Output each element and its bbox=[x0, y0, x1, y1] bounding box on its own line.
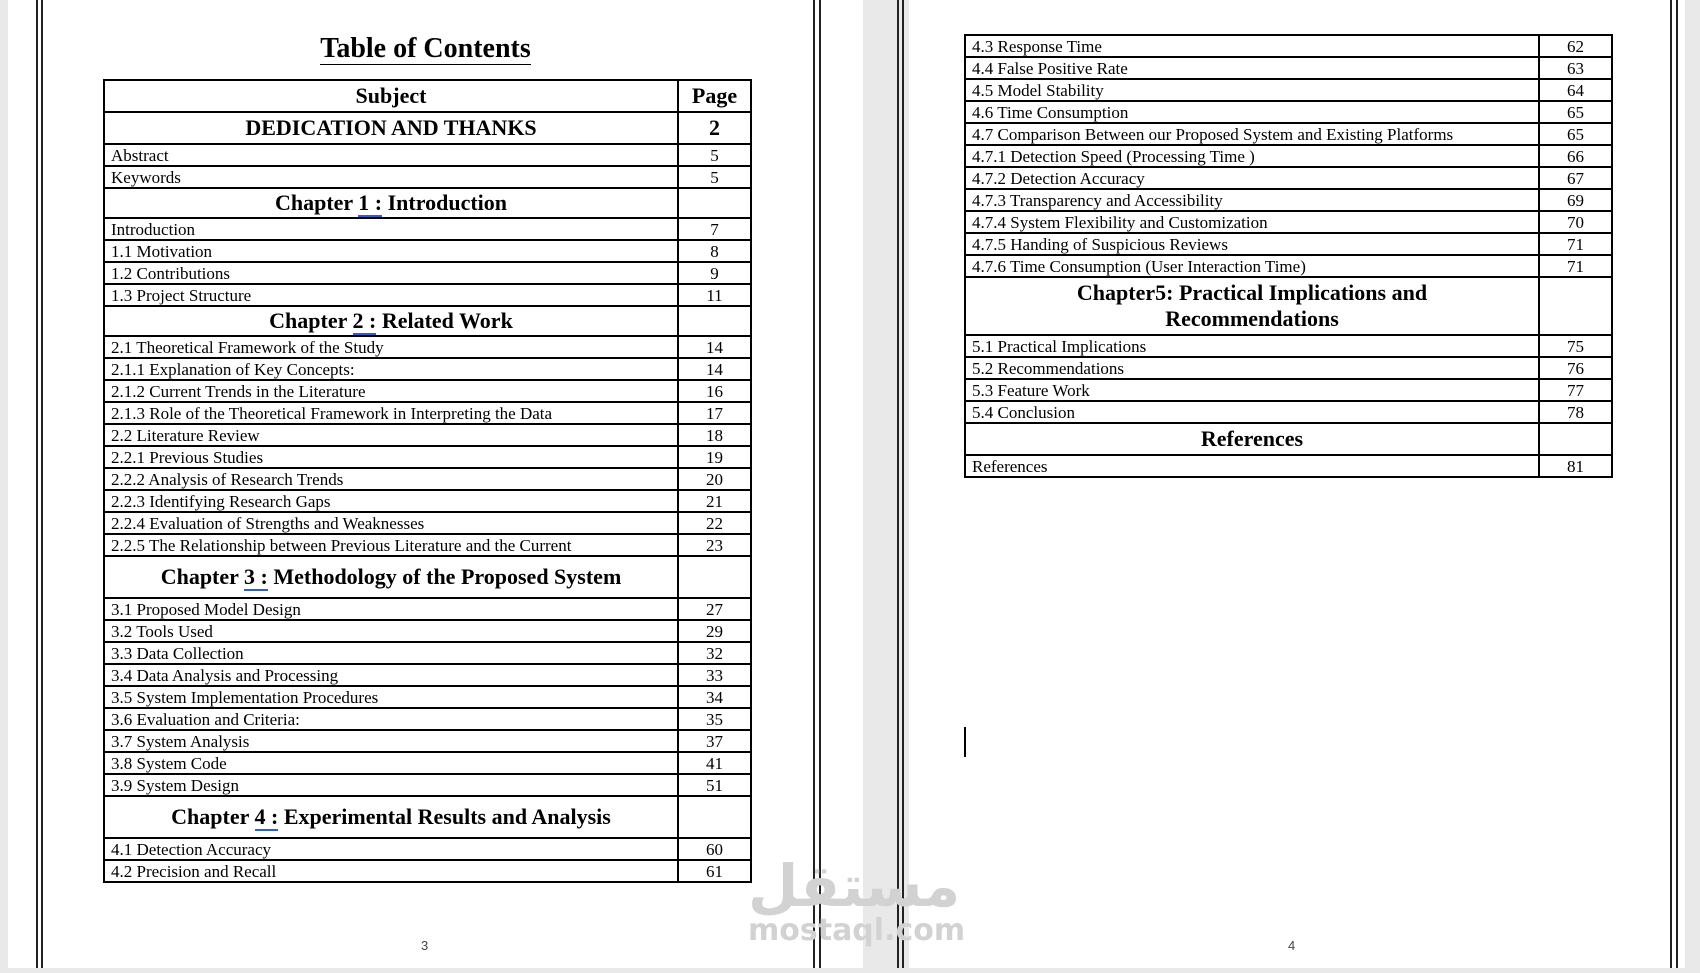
page-4-right-rule bbox=[1670, 0, 1672, 973]
toc-entry-title: Keywords bbox=[104, 166, 678, 188]
toc-entry-page: 37 bbox=[678, 730, 751, 752]
toc-entry-page: 51 bbox=[678, 774, 751, 796]
toc-header-row bbox=[104, 80, 751, 112]
chapter-title-line-2: Recommendations bbox=[1165, 306, 1339, 331]
chapter-name: Methodology of the Proposed System bbox=[267, 564, 622, 589]
toc-entry-title: 2.2 Literature Review bbox=[104, 424, 678, 446]
toc-entry-page: 17 bbox=[678, 402, 751, 424]
toc-entry-page: 32 bbox=[678, 642, 751, 664]
toc-entry-title: 4.7.3 Transparency and Accessibility bbox=[965, 189, 1539, 211]
toc-row bbox=[104, 512, 751, 534]
toc-row bbox=[965, 189, 1612, 211]
toc-entry-title: 2.1.3 Role of the Theoretical Framework in Interpreting the Data bbox=[104, 402, 678, 424]
toc-entry-title: 4.2 Precision and Recall bbox=[104, 860, 678, 882]
page-3-right-rule-inner bbox=[819, 0, 821, 973]
toc-row bbox=[104, 166, 751, 188]
toc-entry-page: 29 bbox=[678, 620, 751, 642]
toc-entry-page: 33 bbox=[678, 664, 751, 686]
toc-entry-title: 1.2 Contributions bbox=[104, 262, 678, 284]
page-number-left: 3 bbox=[421, 938, 429, 953]
toc-table-right bbox=[964, 34, 1613, 478]
toc-chapter-page bbox=[678, 796, 751, 838]
chapter-name: Related Work bbox=[376, 308, 513, 333]
toc-row bbox=[965, 101, 1612, 123]
toc-row bbox=[104, 262, 751, 284]
toc-entry-page: 35 bbox=[678, 708, 751, 730]
toc-table-left bbox=[103, 79, 752, 883]
toc-entry-page: 62 bbox=[1539, 35, 1612, 57]
toc-entry-title: 5.1 Practical Implications bbox=[965, 335, 1539, 357]
toc-entry-title: 4.5 Model Stability bbox=[965, 79, 1539, 101]
toc-row bbox=[104, 730, 751, 752]
toc-entry-title: 4.7.4 System Flexibility and Customization bbox=[965, 211, 1539, 233]
toc-chapter-page bbox=[678, 188, 751, 218]
toc-entry-page: 20 bbox=[678, 468, 751, 490]
toc-row bbox=[104, 642, 751, 664]
toc-chapter-title bbox=[104, 188, 678, 218]
toc-entry-page: 9 bbox=[678, 262, 751, 284]
toc-entry-title: 3.6 Evaluation and Criteria: bbox=[104, 708, 678, 730]
toc-row bbox=[104, 598, 751, 620]
toc-entry-title: 2.1.2 Current Trends in the Literature bbox=[104, 380, 678, 402]
chapter-title-line-1: Chapter5: Practical Implications and bbox=[1076, 280, 1428, 305]
left-gutter bbox=[0, 0, 8, 973]
toc-entry-title: 4.7.6 Time Consumption (User Interaction Time) bbox=[965, 255, 1539, 277]
toc-row bbox=[965, 211, 1612, 233]
toc-row bbox=[965, 233, 1612, 255]
toc-row bbox=[104, 336, 751, 358]
toc-entry-page: 76 bbox=[1539, 357, 1612, 379]
toc-row bbox=[104, 284, 751, 306]
toc-entry-page: 81 bbox=[1539, 455, 1612, 477]
page-number-right: 4 bbox=[1288, 938, 1296, 953]
toc-row bbox=[965, 145, 1612, 167]
toc-entry-title: 3.3 Data Collection bbox=[104, 642, 678, 664]
toc-entry-title: 4.7.2 Detection Accuracy bbox=[965, 167, 1539, 189]
toc-entry-page: 14 bbox=[678, 336, 751, 358]
toc-entry-page: 11 bbox=[678, 284, 751, 306]
toc-entry-page: 71 bbox=[1539, 255, 1612, 277]
page-3-left-rule bbox=[36, 0, 38, 973]
toc-section-page: 2 bbox=[678, 112, 751, 144]
toc-entry-page: 19 bbox=[678, 446, 751, 468]
toc-section-title: DEDICATION AND THANKS bbox=[104, 112, 678, 144]
toc-entry-page: 16 bbox=[678, 380, 751, 402]
watermark bbox=[748, 852, 966, 948]
page-3-left-rule-inner bbox=[41, 0, 43, 973]
toc-chapter-title bbox=[965, 277, 1539, 335]
toc-chapter-heading bbox=[104, 306, 751, 336]
toc-row bbox=[104, 490, 751, 512]
toc-entry-page: 5 bbox=[678, 144, 751, 166]
toc-row bbox=[104, 664, 751, 686]
watermark-latin: mostaql.com bbox=[748, 913, 966, 948]
toc-row bbox=[104, 218, 751, 240]
toc-entry-page: 23 bbox=[678, 534, 751, 556]
toc-row bbox=[965, 455, 1612, 477]
toc-entry-title: 3.8 System Code bbox=[104, 752, 678, 774]
toc-entry-page: 66 bbox=[1539, 145, 1612, 167]
toc-chapter-heading bbox=[965, 277, 1612, 335]
toc-row bbox=[104, 686, 751, 708]
toc-row bbox=[965, 35, 1612, 57]
chapter-prefix: Chapter bbox=[160, 564, 245, 589]
toc-entry-title: 3.4 Data Analysis and Processing bbox=[104, 664, 678, 686]
chapter-number: 4 : bbox=[254, 804, 279, 829]
toc-entry-page: 69 bbox=[1539, 189, 1612, 211]
toc-entry-page: 21 bbox=[678, 490, 751, 512]
toc-entry-title: 3.5 System Implementation Procedures bbox=[104, 686, 678, 708]
toc-entry-title: 3.1 Proposed Model Design bbox=[104, 598, 678, 620]
toc-chapter-title bbox=[104, 796, 678, 838]
toc-entry-title: 3.9 System Design bbox=[104, 774, 678, 796]
bottom-bar bbox=[0, 968, 1700, 973]
toc-row bbox=[965, 335, 1612, 357]
toc-entry-title: 4.6 Time Consumption bbox=[965, 101, 1539, 123]
toc-entry-page: 7 bbox=[678, 218, 751, 240]
toc-entry-page: 22 bbox=[678, 512, 751, 534]
chapter-number: 1 : bbox=[358, 190, 383, 215]
toc-entry-title: 5.4 Conclusion bbox=[965, 401, 1539, 423]
page-4-left-rule-inner bbox=[902, 0, 904, 973]
page-4-left-rule bbox=[897, 0, 899, 973]
toc-entry-title: 4.7.1 Detection Speed (Processing Time ) bbox=[965, 145, 1539, 167]
toc-row bbox=[104, 752, 751, 774]
toc-entry-title: Abstract bbox=[104, 144, 678, 166]
toc-row bbox=[104, 446, 751, 468]
toc-entry-title: 1.1 Motivation bbox=[104, 240, 678, 262]
toc-row bbox=[965, 379, 1612, 401]
toc-entry-title: 2.2.4 Evaluation of Strengths and Weaknesses bbox=[104, 512, 678, 534]
toc-row bbox=[104, 620, 751, 642]
text-cursor bbox=[964, 727, 966, 757]
toc-entry-title: Introduction bbox=[104, 218, 678, 240]
page-3-right-rule bbox=[813, 0, 815, 973]
toc-chapter-heading bbox=[104, 188, 751, 218]
toc-entry-page: 34 bbox=[678, 686, 751, 708]
toc-row bbox=[104, 144, 751, 166]
toc-entry-title: 4.3 Response Time bbox=[965, 35, 1539, 57]
chapter-prefix: Chapter bbox=[269, 308, 353, 333]
toc-entry-title: 2.2.2 Analysis of Research Trends bbox=[104, 468, 678, 490]
toc-entry-page: 63 bbox=[1539, 57, 1612, 79]
toc-entry-page: 75 bbox=[1539, 335, 1612, 357]
toc-entry-title: References bbox=[965, 455, 1539, 477]
toc-chapter-title bbox=[104, 306, 678, 336]
toc-row bbox=[965, 255, 1612, 277]
toc-chapter-heading bbox=[104, 796, 751, 838]
chapter-number: 3 : bbox=[244, 564, 268, 589]
toc-row bbox=[104, 380, 751, 402]
toc-entry-page: 8 bbox=[678, 240, 751, 262]
page-4-right-rule-inner bbox=[1676, 0, 1678, 973]
toc-entry-page: 18 bbox=[678, 424, 751, 446]
toc-entry-title: 5.3 Feature Work bbox=[965, 379, 1539, 401]
toc-section-page bbox=[1539, 423, 1612, 455]
toc-row bbox=[104, 240, 751, 262]
toc-row bbox=[104, 424, 751, 446]
toc-row bbox=[104, 860, 751, 882]
toc-row bbox=[104, 838, 751, 860]
toc-row bbox=[965, 167, 1612, 189]
toc-row bbox=[104, 402, 751, 424]
watermark-arabic: مستقل bbox=[748, 852, 961, 920]
chapter-number: 2 : bbox=[352, 308, 377, 333]
toc-entry-page: 77 bbox=[1539, 379, 1612, 401]
toc-chapter-title bbox=[104, 556, 678, 598]
toc-row bbox=[104, 534, 751, 556]
toc-entry-title: 4.7 Comparison Between our Proposed System and Existing Platforms bbox=[965, 123, 1539, 145]
toc-entry-title: 3.2 Tools Used bbox=[104, 620, 678, 642]
toc-entry-page: 64 bbox=[1539, 79, 1612, 101]
toc-entry-title: 4.4 False Positive Rate bbox=[965, 57, 1539, 79]
toc-entry-page: 65 bbox=[1539, 123, 1612, 145]
toc-entry-title: 4.7.5 Handing of Suspicious Reviews bbox=[965, 233, 1539, 255]
toc-row bbox=[965, 79, 1612, 101]
toc-entry-page: 27 bbox=[678, 598, 751, 620]
toc-row bbox=[965, 57, 1612, 79]
toc-entry-page: 5 bbox=[678, 166, 751, 188]
chapter-prefix: Chapter bbox=[171, 804, 255, 829]
toc-row bbox=[965, 401, 1612, 423]
toc-section-heading bbox=[104, 112, 751, 144]
toc-row bbox=[104, 358, 751, 380]
toc-entry-page: 65 bbox=[1539, 101, 1612, 123]
toc-entry-title: 2.1.1 Explanation of Key Concepts: bbox=[104, 358, 678, 380]
toc-entry-page: 78 bbox=[1539, 401, 1612, 423]
toc-entry-page: 61 bbox=[678, 860, 751, 882]
chapter-name: Introduction bbox=[382, 190, 508, 215]
chapter-prefix: Chapter bbox=[274, 190, 359, 215]
toc-chapter-page bbox=[678, 306, 751, 336]
toc-entry-title: 1.3 Project Structure bbox=[104, 284, 678, 306]
toc-entry-title: 2.2.1 Previous Studies bbox=[104, 446, 678, 468]
toc-entry-title: 2.2.3 Identifying Research Gaps bbox=[104, 490, 678, 512]
chapter-name: Experimental Results and Analysis bbox=[278, 804, 611, 829]
toc-entry-title: 2.2.5 The Relationship between Previous Literature and the Current bbox=[104, 534, 678, 556]
toc-entry-page: 70 bbox=[1539, 211, 1612, 233]
toc-row bbox=[965, 123, 1612, 145]
toc-references-heading bbox=[965, 423, 1612, 455]
toc-entry-title: 4.1 Detection Accuracy bbox=[104, 838, 678, 860]
toc-entry-title: 2.1 Theoretical Framework of the Study bbox=[104, 336, 678, 358]
toc-entry-title: 5.2 Recommendations bbox=[965, 357, 1539, 379]
toc-entry-page: 14 bbox=[678, 358, 751, 380]
header-page: Page bbox=[678, 80, 751, 112]
toc-row bbox=[104, 708, 751, 730]
toc-chapter-heading bbox=[104, 556, 751, 598]
toc-entry-page: 67 bbox=[1539, 167, 1612, 189]
header-subject: Subject bbox=[104, 80, 678, 112]
toc-entry-page: 60 bbox=[678, 838, 751, 860]
right-gutter bbox=[1685, 0, 1700, 973]
toc-section-title: References bbox=[965, 423, 1539, 455]
toc-entry-page: 41 bbox=[678, 752, 751, 774]
toc-row bbox=[104, 468, 751, 490]
toc-title: Table of Contents bbox=[320, 33, 531, 64]
toc-entry-page: 71 bbox=[1539, 233, 1612, 255]
toc-chapter-page bbox=[1539, 277, 1612, 335]
toc-entry-title: 3.7 System Analysis bbox=[104, 730, 678, 752]
toc-row bbox=[104, 774, 751, 796]
toc-row bbox=[965, 357, 1612, 379]
toc-chapter-page bbox=[678, 556, 751, 598]
